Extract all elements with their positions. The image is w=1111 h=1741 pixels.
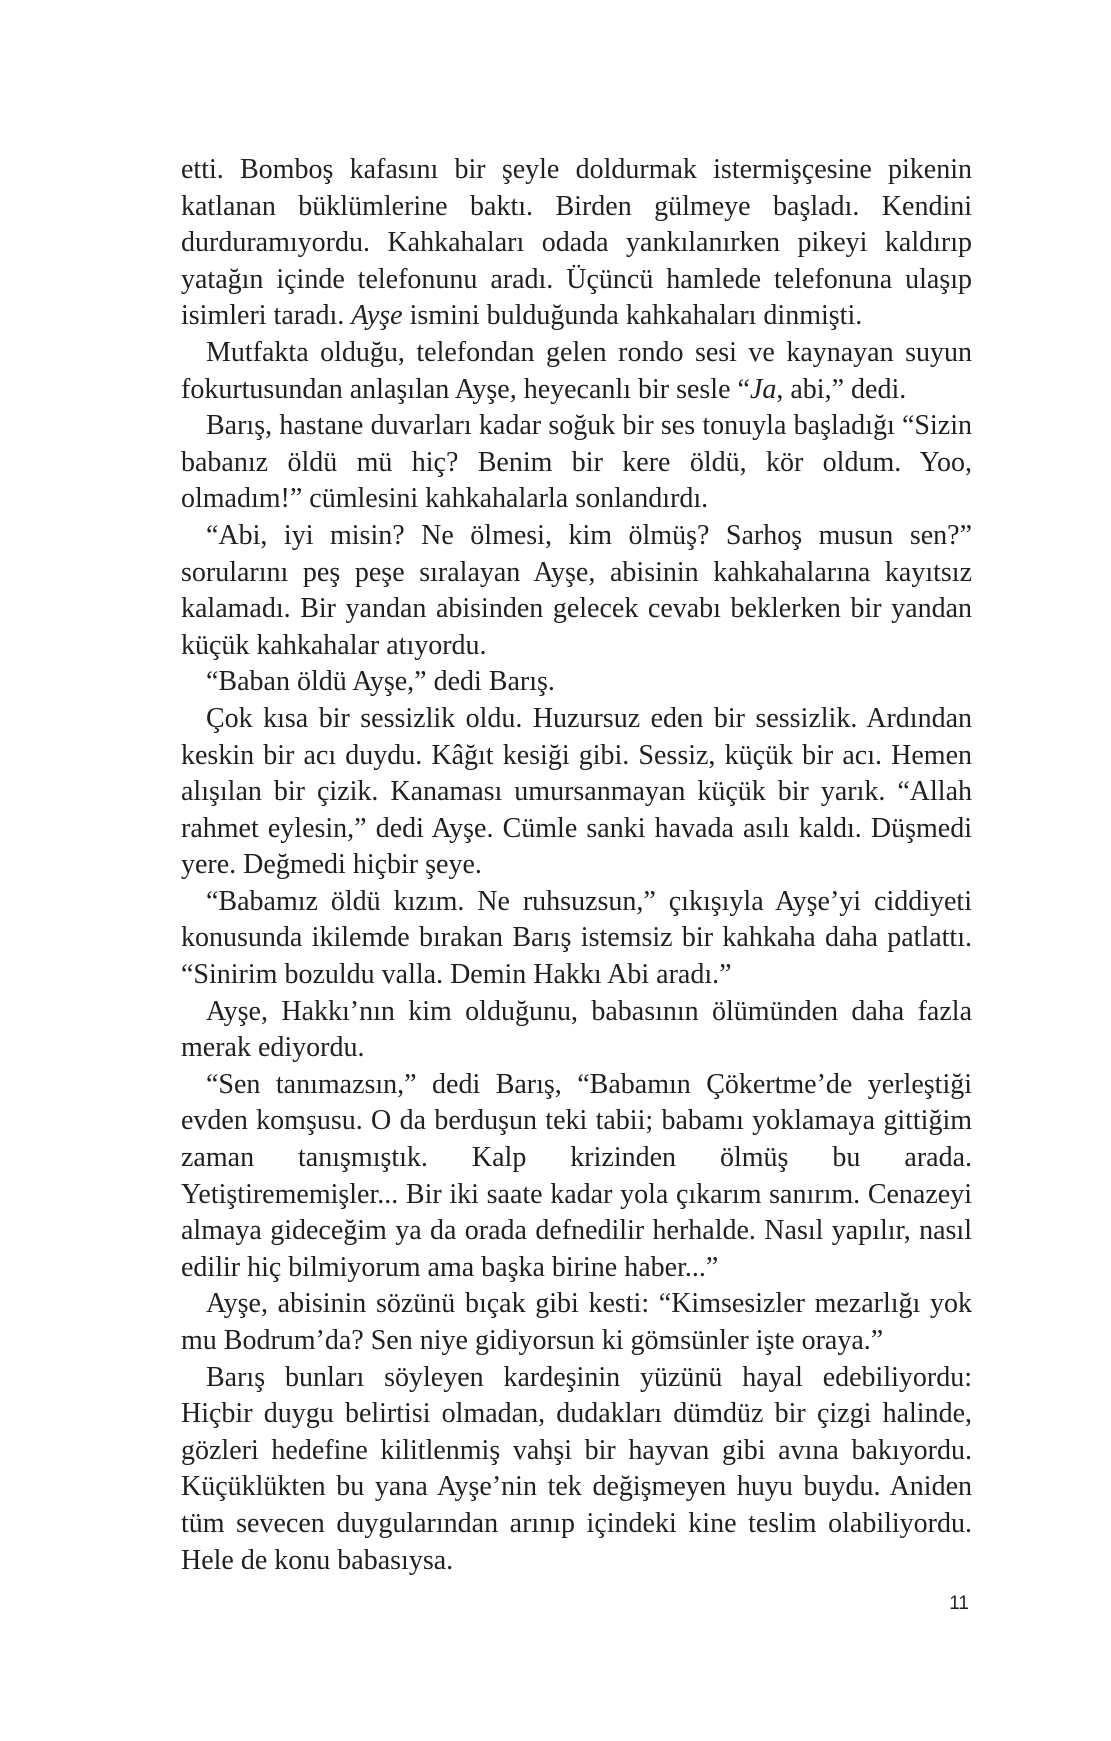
paragraph-11: Barış bunları söyleyen kardeşinin yüzünü hayal edebiliyordu: Hiçbir duygu belirtisi olmadan, dudakları dümdüz bir çizgi halinde, gözleri hedefine kilitlenmiş vahşi bir hayvan gibi avına bakıyordu. Küçüklükten bu yana Ayşe’nin tek değişmeyen huyu buydu. Aniden tüm sevecen duygularından arınıp içindeki kine teslim olabiliyordu. Hele de konu babasıysa. — [181, 1361, 972, 1576]
paragraph-3: Barış, hastane duvarları kadar soğuk bir ses tonuyla başladığı “Sizin babanız öldü mü hiç? Benim bir kere öldü, kör oldum. Yoo, olmadım!” cümlesini kahkahalarla sonlandırdı. — [181, 410, 972, 515]
paragraph-5: “Baban öldü Ayşe,” dedi Barış. — [206, 666, 555, 698]
paragraph-9: “Sen tanımazsın,” dedi Barış, “Babamın Çökertme’de yerleştiği evden komşusu. O da berduşun teki tabii; babamı yoklamaya gittiğim zaman tanışmıştık. Kalp krizinden ölmüş bu arada. Yetiştirememişler... Bir iki saate kadar yola çıkarım sanırım. Cenazeyi almaya gideceğim ya da orada defnedilir herhalde. Nasıl yapılır, nasıl edilir hiç bilmiyorum ama başka birine haber...” — [181, 1068, 972, 1283]
paragraph-2: Mutfakta olduğu, telefondan gelen rondo sesi ve kaynayan suyun fokurtusundan anlaşılan Ayşe, heyecanlı bir sesle “Ja, abi,” dedi. — [181, 336, 972, 405]
italic-word: Ja — [749, 373, 777, 405]
body-text — [181, 152, 972, 1579]
paragraph-4: “Abi, iyi misin? Ne ölmesi, kim ölmüş? Sarhoş musun sen?” sorularını peş peşe sıralayan Ayşe, abisinin kahkahalarına kayıtsız kalamadı. Bir yandan abisinden gelecek cevabı beklerken bir yandan küçük kahkahalar atıyordu. — [181, 519, 972, 661]
paragraph-6: Çok kısa bir sessizlik oldu. Huzursuz eden bir sessizlik. Ardından keskin bir acı duydu. Kâğıt kesiği gibi. Sessiz, küçük bir acı. Hemen alışılan bir çizik. Kanaması umursanmayan küçük bir yarık. “Allah rahmet eylesin,” dedi Ayşe. Cümle sanki havada asılı kaldı. Düşmedi yere. Değmedi hiçbir şeye. — [181, 702, 972, 881]
italic-name: Ayşe — [351, 300, 403, 332]
paragraph-8: Ayşe, Hakkı’nın kim olduğunu, babasının ölümünden daha fazla merak ediyordu. — [181, 995, 972, 1064]
paragraph-10: Ayşe, abisinin sözünü bıçak gibi kesti: “Kimsesizler mezarlığı yok mu Bodrum’da? Sen niye gidiyorsun ki gömsünler işte oraya.” — [181, 1288, 972, 1356]
paragraph-1: etti. Bomboş kafasını bir şeyle doldurmak istermişçesine pikenin katlanan büklümlerine baktı. Birden gülmeye başladı. Kendini durduramıyordu. Kahkahaları odada yankılanırken pikeyi kaldırıp yatağın içinde telefonunu aradı. Üçüncü hamlede telefonuna ulaşıp isimleri taradı. Ayşe ismini bulduğunda kahkahaları dinmişti. — [181, 154, 972, 332]
paragraph-7: “Babamız öldü kızım. Ne ruhsuzsun,” çıkışıyla Ayşe’yi ciddiyeti konusunda ikilemde bırakan Barış istemsiz bir kahkaha daha patlattı. “Sinirim bozuldu valla. Demin Hakkı Abi aradı.” — [181, 885, 972, 991]
page-number: 11 — [949, 1593, 969, 1614]
